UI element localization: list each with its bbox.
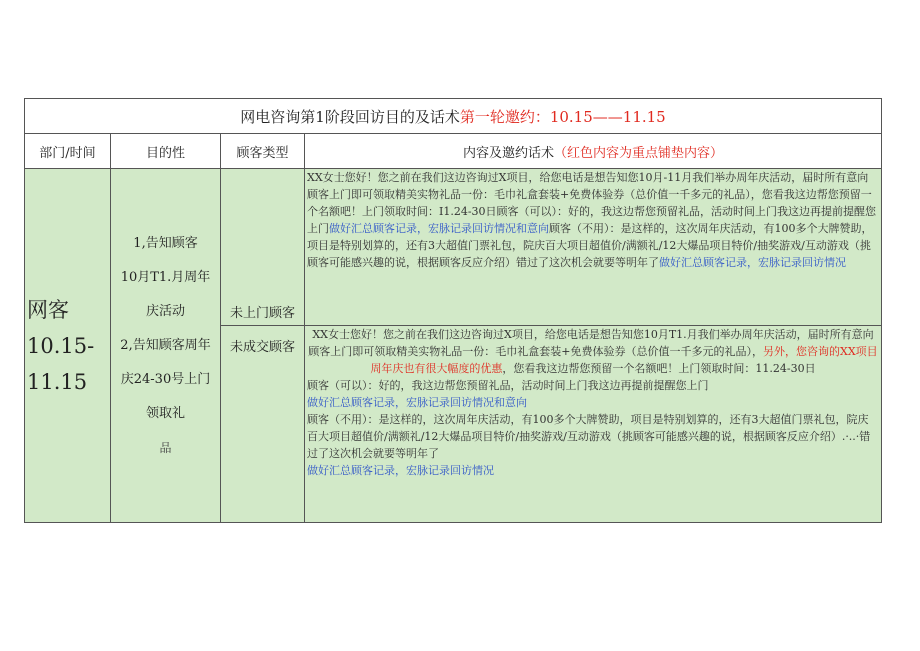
script-text: ，您看我这边帮您预留一个名额吧！上门领取时间：11.24-30日 bbox=[502, 362, 816, 375]
purpose-line: 庆24-30号上门 bbox=[120, 371, 211, 387]
purpose-line: 品 bbox=[159, 440, 172, 455]
script-text: 顾客（不用）：是这样的，这次周年庆活动，有100多个大牌赞助，项目是特别划算的，还有3大超值门票礼包，院庆百大项目超值价/满额礼/12大爆品项目特价/抽奖游戏/互动游戏（挑顾客可能感兴趣的说，根据顾客反应介绍）错过了这次机会就要等明年了 bbox=[307, 222, 873, 269]
table-title bbox=[25, 99, 882, 134]
header-content-main: 内容及邀约话术 bbox=[462, 145, 554, 161]
content-not-visited bbox=[305, 169, 882, 326]
script-text: XX女士您好！您之前在我们这边咨询过X项目，给您电话是想告知您10月T1.月我们举办周年庆活动，届时所有意向顾客上门即可领取精美实物礼品一份：毛巾礼盒套装+免费体验券（总价值一千多元的礼品）， bbox=[308, 328, 874, 358]
purpose-line: 2,告知顾客周年 bbox=[120, 337, 211, 353]
dept-name: 网客 bbox=[27, 297, 69, 322]
title-main: 网电咨询第1阶段回访目的及话术 bbox=[240, 107, 460, 126]
record-note: 做好汇总顾客记录，宏脉记录回访情况 bbox=[659, 256, 846, 269]
key-offer-text: 另外，您咨询的XX项目周年庆也有很大幅度的优惠 bbox=[370, 345, 878, 375]
dept-period-start: 10.15- bbox=[27, 333, 95, 358]
dept-cell bbox=[25, 169, 111, 523]
purpose-line: 庆活动 bbox=[145, 303, 185, 319]
content-not-converted bbox=[305, 326, 882, 523]
customer-type-not-visited: 未上门顾客 bbox=[221, 169, 305, 326]
purpose-line: 10月T1.月周年 bbox=[120, 269, 211, 285]
customer-type-not-converted: 未成交顾客 bbox=[221, 326, 305, 523]
script-table bbox=[24, 98, 882, 523]
header-content bbox=[305, 134, 882, 169]
script-text: 顾客（可以）：好的，我这边帮您预留礼品，活动时间上门我这边再提前提醒您上门 bbox=[307, 379, 709, 392]
script-text: 顾客（不用）：是这样的，这次周年庆活动，有100多个大牌赞助，项目是特别划算的，还有3大超值门票礼包，院庆百大项目超值价/满额礼/12大爆品项目特价/抽奖游戏/互动游戏（挑顾客可能感兴趣的说，根据顾客反应介绍）.·..·错过了这次机会就要等明年了 bbox=[307, 413, 871, 460]
purpose-line: 领取礼 bbox=[145, 405, 185, 421]
header-dept: 部门/时间 bbox=[25, 134, 111, 169]
script-text: XX女士您好！您之前在我们这边咨询过X项目，给您电话是想告知您10月-11月我们举办周年庆活动，届时所有意向顾客上门即可领取精美实物礼品一份：毛巾礼盒套装+免费体验券（总价值一千多元的礼品），您看我这边帮您预留一个名额吧！上门领取时间：I1.24-30日顾客（可以）：好的，我这边帮您预留礼品，活动时间上门我这边再提前提醒您上门 bbox=[307, 171, 877, 235]
header-content-note: （红色内容为重点铺垫内容） bbox=[554, 145, 724, 161]
purpose-line: 1,告知顾客 bbox=[133, 235, 198, 251]
record-note: 做好汇总顾客记录，宏脉记录回访情况和意向 bbox=[307, 396, 527, 409]
purpose-cell bbox=[111, 169, 221, 523]
dept-period-end: 11.15 bbox=[27, 369, 88, 394]
title-highlight: 第一轮邀约：10.15——11.15 bbox=[459, 107, 666, 126]
record-note: 做好汇总顾客记录，宏脉记录回访情况 bbox=[307, 464, 494, 477]
header-customer-type: 顾客类型 bbox=[221, 134, 305, 169]
record-note: 做好汇总顾客记录，宏脉记录回访情况和意向 bbox=[329, 222, 549, 235]
header-purpose: 目的性 bbox=[111, 134, 221, 169]
